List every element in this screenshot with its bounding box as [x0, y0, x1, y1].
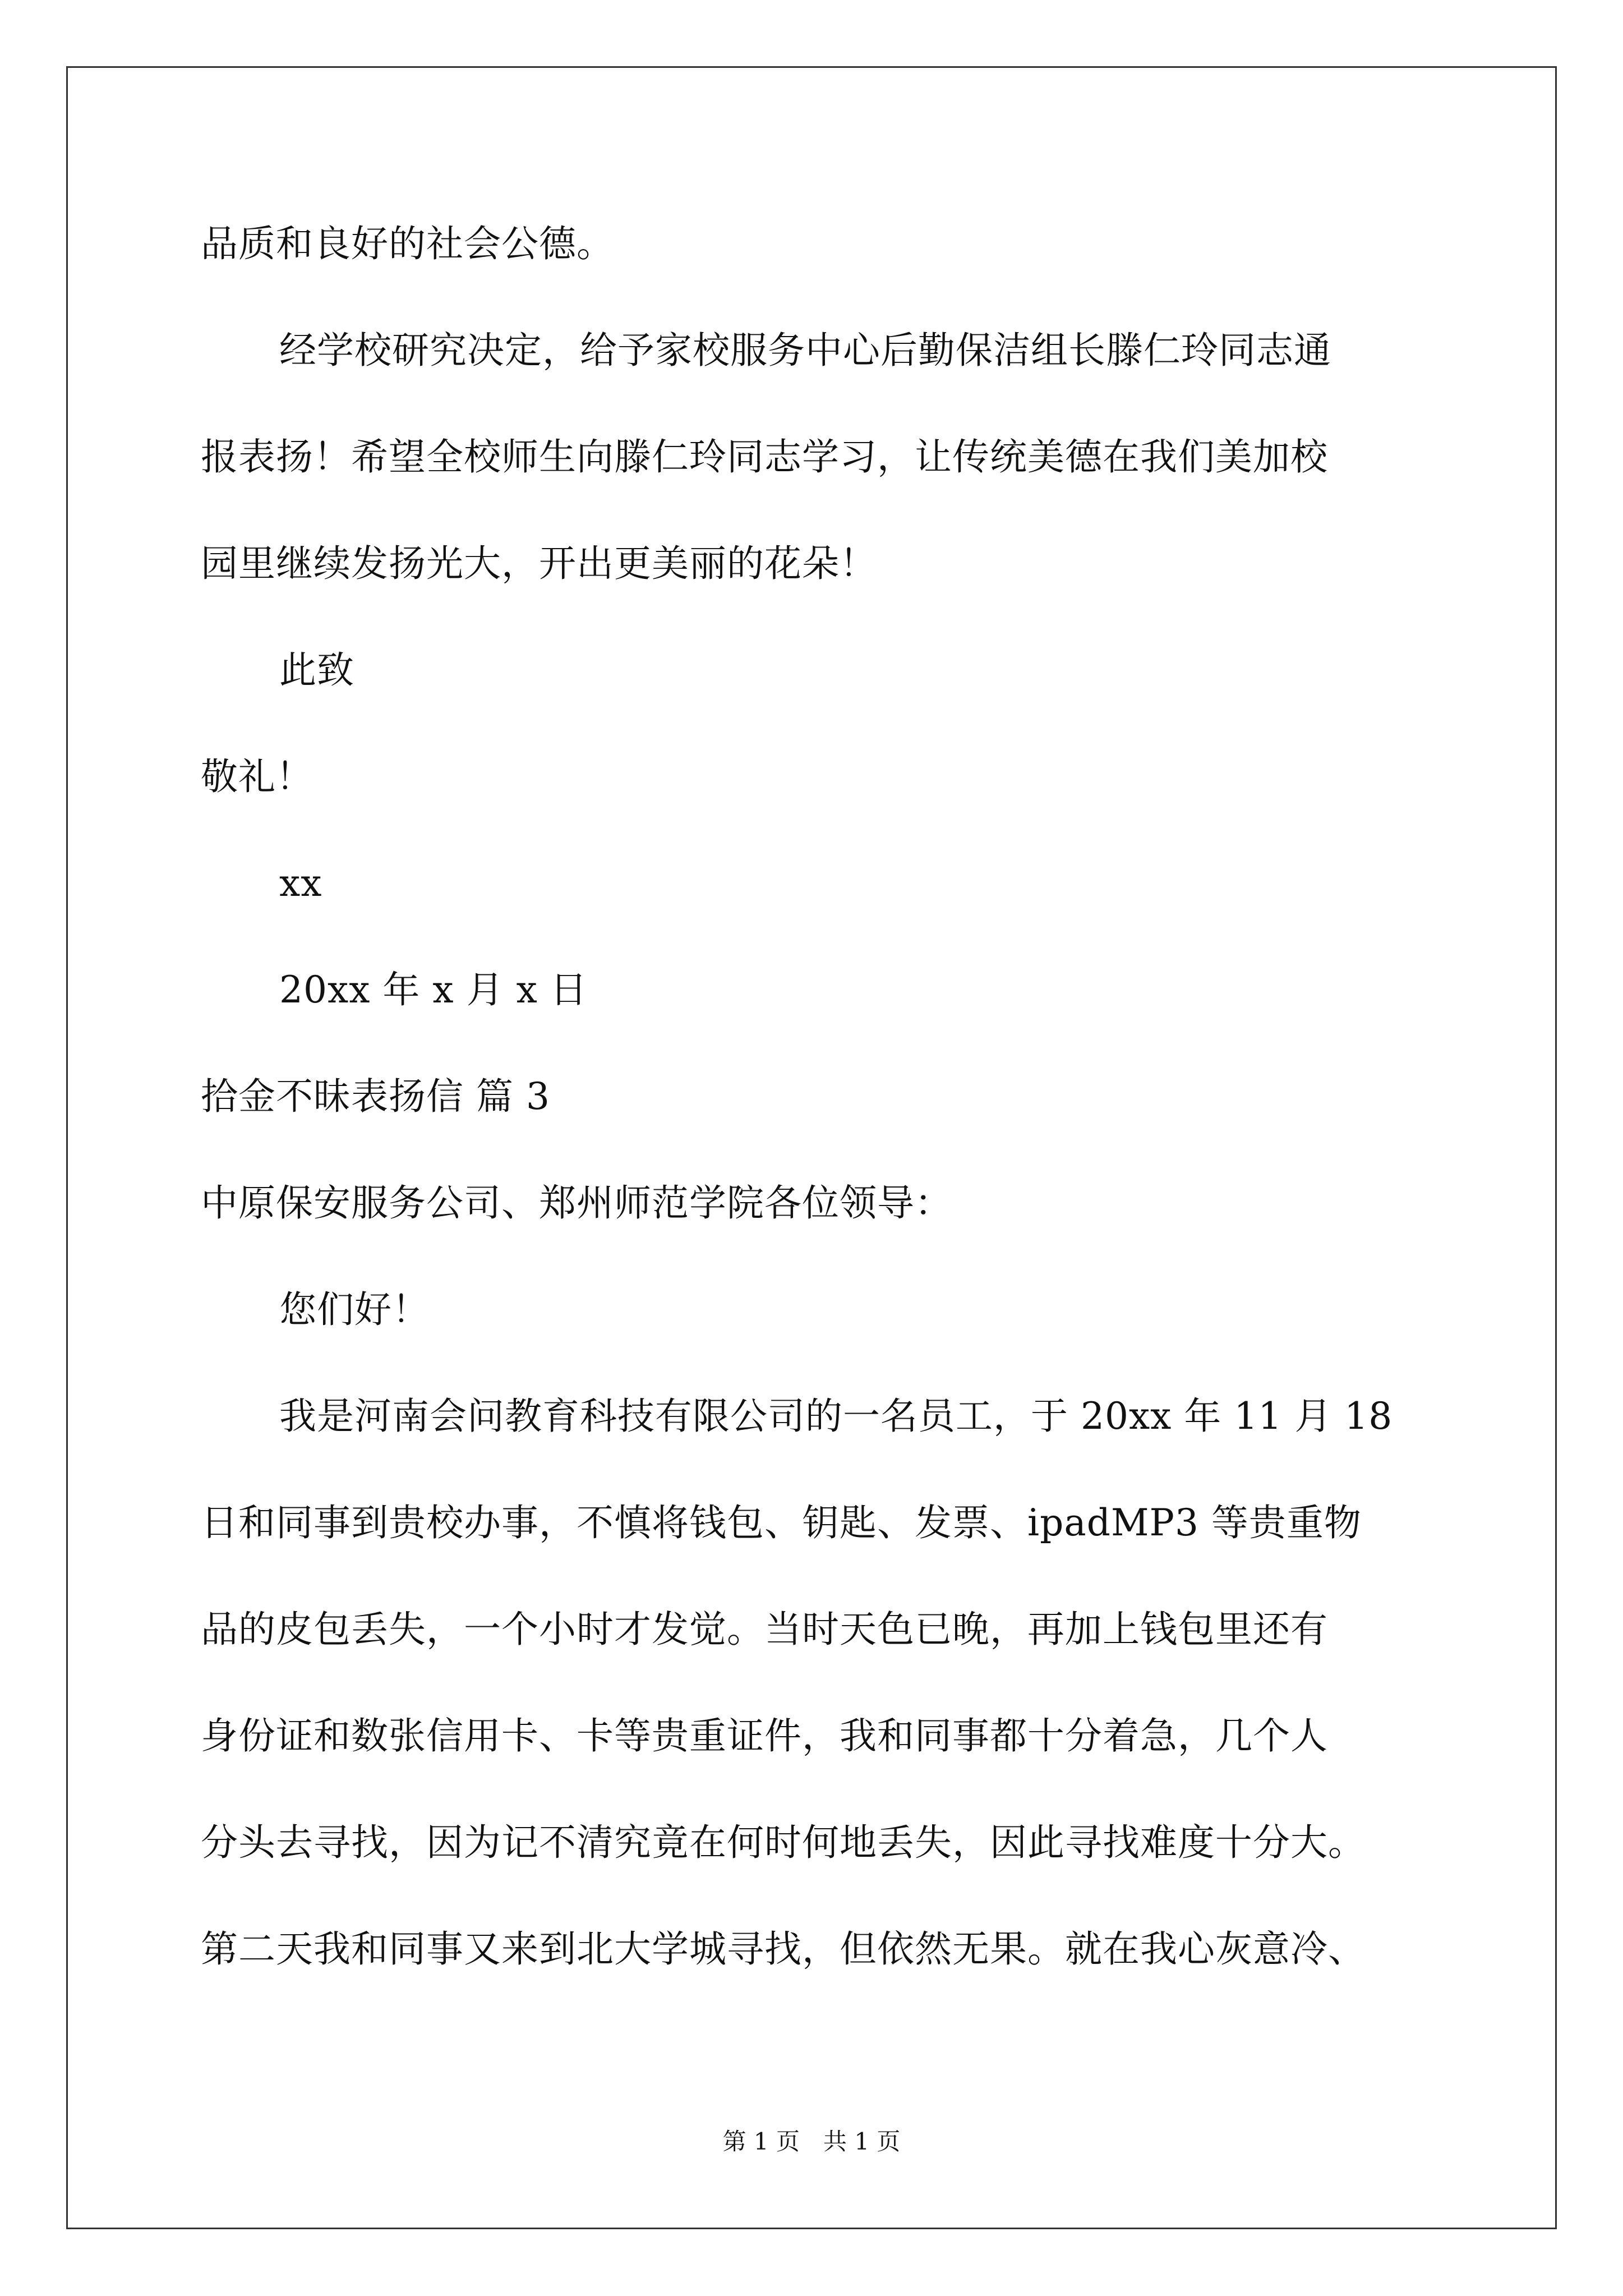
- recipient-line: 中原保安服务公司、郑州师范学院各位领导：: [201, 1181, 952, 1225]
- page-footer: 第 1 页 共 1 页: [722, 2128, 901, 2155]
- text-line: 我是河南会问教育科技有限公司的一名员工，于 20xx 年 11 月 18: [279, 1395, 1393, 1438]
- signature: xx: [279, 862, 322, 905]
- text-line: 第二天我和同事又来到北大学城寻找，但依然无果。就在我心灰意冷、: [201, 1927, 1366, 1971]
- date-line: 20xx 年 x 月 x 日: [279, 968, 588, 1011]
- greeting-line: 您们好！: [279, 1288, 430, 1331]
- text-line: 经学校研究决定，给予家校服务中心后勤保洁组长滕仁玲同志通: [279, 329, 1331, 372]
- section-title: 拾金不昧表扬信 篇 3: [201, 1075, 550, 1118]
- closing-respect: 敬礼！: [201, 755, 313, 798]
- text-line: 日和同事到贵校办事，不慎将钱包、钥匙、发票、ipadMP3 等贵重物: [201, 1501, 1362, 1544]
- text-line: 园里继续发扬光大，开出更美丽的花朵！: [201, 542, 877, 585]
- text-line: 品质和良好的社会公德。: [201, 222, 614, 265]
- text-line: 身份证和数张信用卡、卡等贵重证件，我和同事都十分着急，几个人: [201, 1714, 1328, 1757]
- text-line: 报表扬！希望全校师生向滕仁玲同志学习，让传统美德在我们美加校: [201, 435, 1328, 478]
- closing-salutation: 此致: [279, 648, 354, 692]
- text-line: 分头去寻找，因为记不清究竟在何时何地丢失，因此寻找难度十分大。: [201, 1821, 1366, 1864]
- text-line: 品的皮包丢失，一个小时才发觉。当时天色已晚，再加上钱包里还有: [201, 1608, 1328, 1651]
- document-body: [201, 208, 1491, 2019]
